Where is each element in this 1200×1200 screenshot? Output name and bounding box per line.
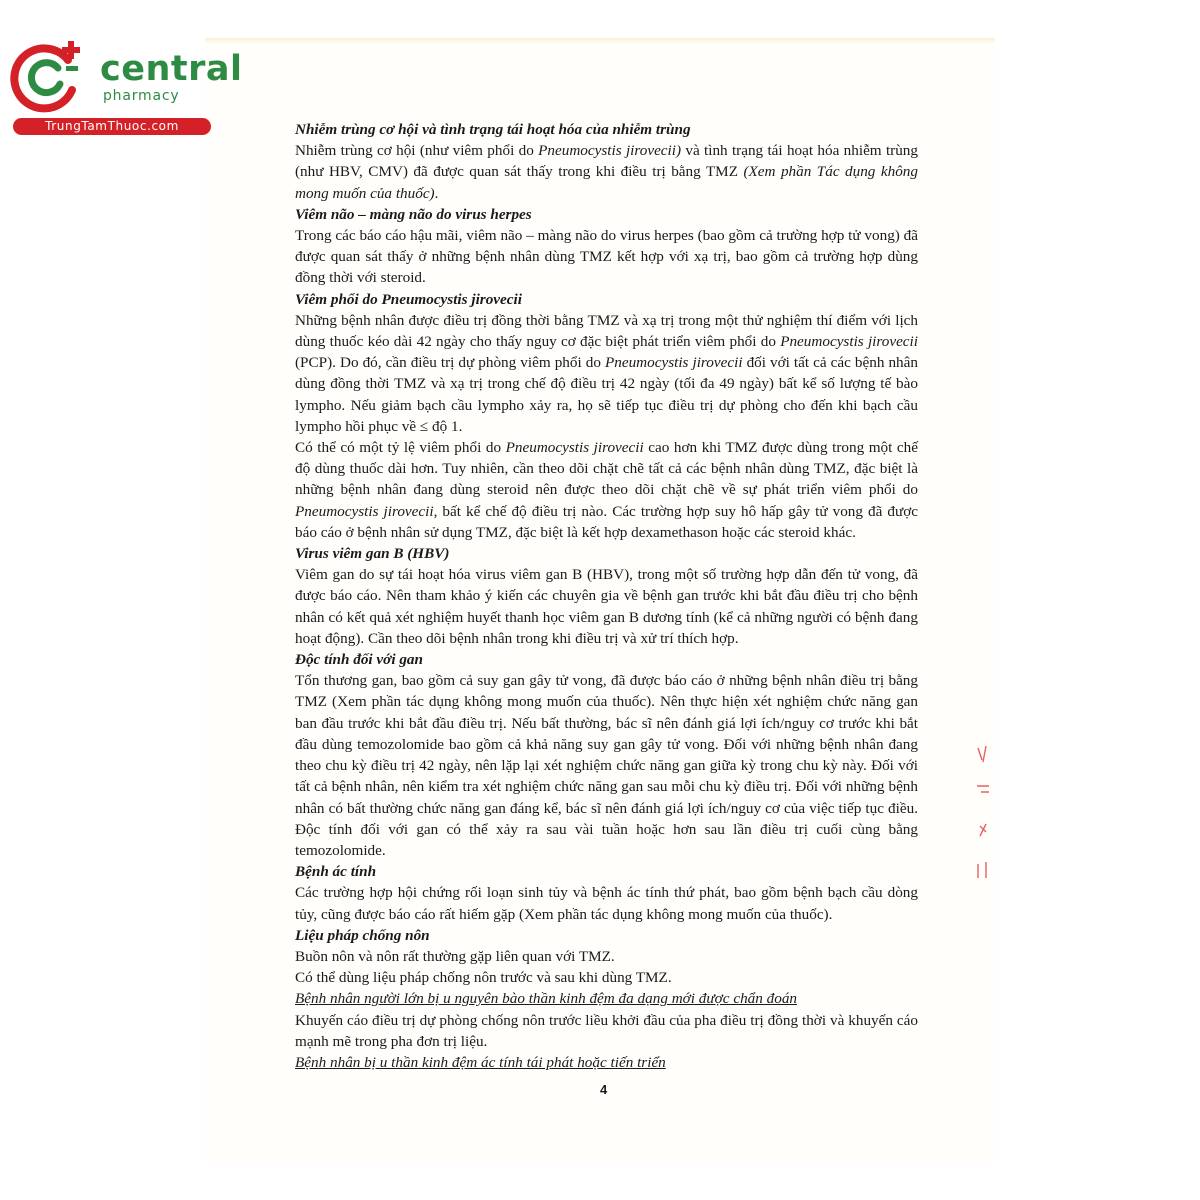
- section-heading: Viêm phổi do Pneumocystis jirovecii: [295, 290, 522, 308]
- red-stamp-marks: [968, 740, 998, 890]
- text-run: Tổn thương gan, bao gồm cả suy gan gây tử vong, đã được báo cáo ở những bệnh nhân điều trị bằng TMZ (Xem phần tác dụng không mong muốn của thuốc). Nên thực hiện xét nghiệm chức năng gan ban đầu trước khi bắt đầu điều trị. Nếu bất thường, bác sĩ nên đánh giá lợi ích/nguy cơ trước khi bắt đầu dùng temozolomide bao gồm cả khả năng suy gan gây tử vong. Đối với những bệnh nhân đang theo chu kỳ điều trị 42 ngày, nên lặp lại xét nghiệm chức năng gan giữa kỳ trong chu kỳ này. Đối với tất cả bệnh nhân, nên kiểm tra xét nghiệm chức năng gan sau mỗi chu kỳ điều trị. Đối với những bệnh nhân có bất thường chức năng gan đáng kể, bác sĩ nên đánh giá lợi ích/nguy cơ của việc tiếp tục điều. Độc tính đối với gan có thể xảy ra sau vài tuần hoặc hơn sau lần điều trị cuối cùng bằng temozolomide.: [295, 672, 918, 859]
- brand-logo[interactable]: [10, 38, 243, 138]
- italic-term: Pneumocystis jirovecii: [780, 333, 918, 351]
- section-paragraph: [295, 967, 918, 988]
- section-paragraph: [295, 140, 918, 204]
- brand-name: central: [100, 49, 243, 89]
- section-paragraph: [295, 564, 918, 649]
- section-paragraph: [295, 946, 918, 967]
- text-run: đối với tất cả các bệnh nhân dùng đồng thời TMZ và xạ trị trong chế độ điều trị 42 ngày (tối đa 49 ngày) bất kể số lượng tế bào lympho. Nếu giảm bạch cầu lympho xảy ra, họ sẽ tiếp tục điều trị dự phòng cho đến khi bạch cầu lympho hồi phục về ≤ độ 1.: [295, 354, 918, 435]
- section-paragraph: [295, 1052, 918, 1073]
- text-run: cao hơn khi TMZ được dùng trong một chế độ dùng thuốc dài hơn. Tuy nhiên, cần theo dõi chặt chẽ tất cả các bệnh nhân dùng TMZ, đặc biệt là những bệnh nhân đang dùng steroid nên được theo dõi chặt chẽ về sự phát triển viêm phổi do: [295, 439, 918, 499]
- italic-term: Pneumocystis jirovecii: [505, 439, 644, 457]
- site-url-badge[interactable]: TrungTamThuoc.com: [13, 118, 211, 135]
- section-paragraph: [295, 988, 918, 1009]
- subheading: Bệnh nhân bị u thần kinh đệm ác tính tái phát hoặc tiến triển: [295, 1053, 666, 1071]
- section-paragraph: [295, 225, 918, 289]
- text-run: Có thể dùng liệu pháp chống nôn trước và sau khi dùng TMZ.: [295, 969, 672, 987]
- text-run: (PCP). Do đó, cần điều trị dự phòng viêm phổi do: [295, 354, 605, 372]
- text-run: Các trường hợp hội chứng rối loạn sinh tủy và bệnh ác tính thứ phát, bao gồm bệnh bạch cầu dòng tủy, cũng được báo cáo rất hiếm gặp (Xem phần tác dụng không mong muốn của thuốc).: [295, 884, 918, 923]
- italic-term: Pneumocystis jirovecii: [295, 502, 434, 520]
- section-paragraph: [295, 670, 918, 861]
- section-heading: Liệu pháp chống nôn: [295, 926, 430, 944]
- section-paragraph: [295, 310, 918, 437]
- subheading: Bệnh nhân người lớn bị u nguyên bào thần kinh đệm đa dạng mới được chẩn đoán: [295, 990, 798, 1008]
- text-run: Có thể có một tỷ lệ viêm phổi do: [295, 439, 506, 457]
- text-run: Nhiễm trùng cơ hội (như viêm phổi do: [295, 142, 539, 160]
- section-heading: Virus viêm gan B (HBV): [295, 545, 450, 563]
- text-run: Trong các báo cáo hậu mãi, viêm não – màng não do virus herpes (bao gồm cả trường hợp tử vong) đã được quan sát thấy ở những bệnh nhân dùng TMZ kết hợp với xạ trị, bao gồm cả trường hợp dùng đồng thời với steroid.: [295, 227, 918, 287]
- text-run: .: [434, 184, 439, 202]
- italic-term: Pneumocystis jirovecii: [604, 354, 743, 372]
- section-heading: Độc tính đối với gan: [295, 651, 423, 669]
- text-run: Khuyến cáo điều trị dự phòng chống nôn trước liều khởi đầu của pha điều trị đồng thời và khuyến cáo mạnh mẽ trong pha đơn trị liệu.: [295, 1011, 918, 1050]
- text-run: Viêm gan do sự tái hoạt hóa virus viêm gan B (HBV), trong một số trường hợp dẫn đến tử vong, đã được báo cáo. Nên tham khảo ý kiến các chuyên gia về bệnh gan trước khi bắt đầu điều trị cho bệnh nhân có kết quả xét nghiệm huyết thanh học viêm gan B dương tính (kể cả những người có bệnh đang hoạt động). Cần theo dõi bệnh nhân trong khi điều trị và xử trí thích hợp.: [295, 566, 918, 647]
- section-paragraph: [295, 1010, 918, 1052]
- italic-term: (Xem phần Tác dụng không mong muốn của thuốc): [295, 163, 918, 202]
- brand-subtitle: pharmacy: [103, 88, 180, 104]
- text-run: và tình trạng tái hoạt hóa nhiễm trùng (như HBV, CMV) đã được quan sát thấy trong khi điều trị bằng TMZ: [295, 142, 918, 181]
- text-run: Những bệnh nhân được điều trị đồng thời bằng TMZ và xạ trị trong một thử nghiệm thí điểm với lịch dùng thuốc kéo dài 42 ngày cho thấy nguy cơ đặc biệt phát triển viêm phổi do: [295, 311, 918, 351]
- document-body: [295, 119, 918, 1073]
- section-heading: Nhiễm trùng cơ hội và tình trạng tái hoạt hóa của nhiễm trùng: [295, 121, 691, 138]
- section-heading: Viêm não – màng não do virus herpes: [295, 205, 532, 223]
- section-paragraph: [295, 437, 918, 543]
- central-pharmacy-logo-icon: [10, 38, 90, 116]
- italic-term: Pneumocystis jirovecii): [538, 142, 682, 160]
- text-run: Buồn nôn và nôn rất thường gặp liên quan với TMZ.: [295, 947, 615, 965]
- page-number: 4: [600, 1082, 608, 1097]
- section-heading: Bệnh ác tính: [295, 863, 377, 881]
- text-run: , bất kể chế độ điều trị nào. Các trường hợp suy hô hấp gây tử vong đã được báo cáo ở bệnh nhân sử dụng TMZ, đặc biệt là kết hợp dexamethason hoặc các steroid khác.: [295, 502, 918, 541]
- section-paragraph: [295, 882, 918, 924]
